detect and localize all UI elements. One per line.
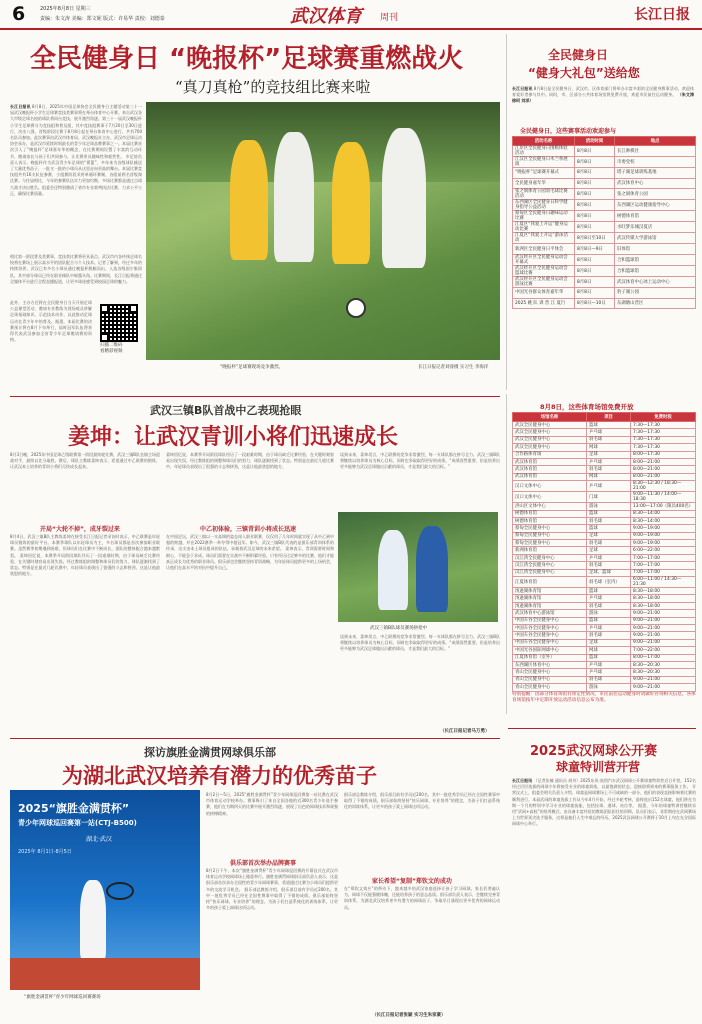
table-cell: 全民健身嘉年华 (513, 178, 575, 189)
table-cell: 7:30—17:30 (631, 444, 696, 451)
banner-dates: 2025年 8月1日-8月5日 (18, 849, 72, 855)
table-cell: 青山全民健身中心 (513, 669, 587, 676)
table-cell: 汉江湾全民健身中心 (513, 562, 587, 569)
table-cell: 足球 (587, 532, 631, 539)
second-subhead-2: 中乙初体验，三镇青训小将成长迅速 (200, 526, 297, 533)
table-cell: 青山全民健身中心 (513, 676, 587, 683)
table-cell: 市委党校 (615, 157, 696, 168)
table-header: 场馆名称 (513, 413, 587, 422)
fourth-subheadline: 球童特训营开营 (556, 760, 641, 774)
second-para-2: 姜坤回忆说，本赛季开局阶段球队经历了一段艰难时期，由于球员缺乏比赛经验，在关键时刻容易出现失误。经过教练组的调整和球员们的努力，球队逐渐找到了状态。特别是在最近几轮比赛中，年轻球员表现出了很强的斗志和拼劲，这是让他最欣慰的地方。 (10, 552, 160, 577)
table-cell: 水旺梦乐城汉夏店 (615, 222, 696, 233)
table-row (513, 676, 696, 683)
third-subhead-1: 俱乐部首次举办品牌赛事 (230, 860, 297, 867)
table-cell: 武汉体育中心游泳馆 (513, 610, 587, 617)
table-row (513, 588, 696, 595)
qr-corner (129, 304, 138, 313)
table-cell: 张之洞体育公园羽毛球比赛活动 (513, 189, 575, 200)
player-blue-jersey (416, 526, 448, 612)
table-cell: 武汉体育中心冰上运动中心 (615, 277, 696, 288)
table-row (513, 669, 696, 676)
section-divider (10, 396, 500, 397)
table-cell: 武汉经开区全民健身运动会篮球比赛 (513, 266, 575, 277)
fourth-para-3: 据悉，今年的球童特训营继续采用“武网+高校”的培养模式，由具备丰富经验的教练团队担任培训师。队员们表示，非常期待在武网赛场上为世界顶尖选手服务，这将是他们人生中难忘的经历。2025武汉网球公开赛将于10月上旬在光谷国际网球中心举行。 (512, 802, 696, 827)
table-row (513, 288, 696, 299)
qr-caption: 扫描二维码 看精彩视频 (100, 343, 123, 354)
table-cell: 中国光谷国际网球中心 (513, 647, 587, 654)
table-cell: 合和篮球馆 (615, 255, 696, 266)
table-cell: 树德体育馆 (615, 211, 696, 222)
table-cell: 8月8日至10日 (575, 233, 615, 244)
player-white-jersey (382, 128, 426, 268)
table-cell: 网球 (587, 647, 631, 654)
table-cell: 8月8日—10日 (575, 298, 615, 309)
table-cell: 9:00—19:00 (631, 540, 696, 547)
table-header: 免费时段 (631, 413, 696, 422)
table-cell: 树德体育馆 (513, 517, 587, 524)
lead-body-text-3: 相比第一阶段普及类赛事，竞技类比赛将更具看点。武汉市内各传统足球名校将在赛场上展示高水平的团队配合与个人技术。记者了解到，经过多年的持续培养，武汉已有多名小球员通过晚报杯脱颖而出，入选各级国少集训队，其中部分球员已经在职业梯队中崭露头角。比赛期间，长江日报将通过全媒体平台进行全程直播报道，让更多球迷感受到校园足球的魅力。 (10, 254, 142, 284)
table-cell: 9:00—21:00 (631, 624, 696, 631)
table-row (513, 255, 696, 266)
third-para-1: 8月2日—5日，2025“旗胜金满贯杯”青少年网球巡回赛第一站比赛在武汉市体育运动学校举办。赛事吸引了来自全国各地的近300名青少年选手参赛，他们在为期四天的比赛中展开激烈角逐，展现了出色的网球技术和顽强的拼搏精神。 (206, 792, 338, 816)
qr-corner (100, 304, 109, 313)
table-row (513, 577, 696, 588)
table-cell: 7:30—17:30 (631, 422, 696, 429)
lead-photo-caption: “晚报杯”足球赛现场竞争激烈。 (220, 365, 284, 370)
table-row (513, 492, 696, 503)
table-cell: 8:00—17:30 (631, 451, 696, 458)
table-cell: 蔡甸全民健身中心 (513, 525, 587, 532)
table-cell: 江夏体育馆（室外） (513, 654, 587, 661)
table-row (513, 458, 696, 465)
table-cell: 江岸区全民健身日围棋体验活动 (513, 146, 575, 157)
second-para-3: 在中国足坛，武汉三镇以一支高调的姿态闯入职业联赛，仅仅用了几年时间就实现了从中乙到中超的跨越，并在2022赛季一举夺得中超冠军。如今，武汉三镇B队代表的是俱乐部青训体系的传承，这支由本土球员组成的队伍，承载着武汉足球的未来希望。 (166, 534, 334, 552)
table-cell: 篮球 (587, 422, 631, 429)
sidebar-body (512, 86, 694, 122)
table-cell: 汤逊湖体育馆 (513, 602, 587, 609)
table-cell: 豹子湖公园 (615, 288, 696, 299)
table-row (513, 503, 696, 510)
paper-logo: 长江日报 (634, 7, 690, 23)
table-cell: 8月8日 (575, 211, 615, 222)
table-cell: 足球、篮球 (587, 569, 631, 576)
table-row (513, 595, 696, 602)
fourth-headline: 2025武汉网球公开赛 (530, 744, 658, 759)
table-cell: 篮球 (587, 617, 631, 624)
fourth-byline: 长江日报讯 (512, 778, 533, 783)
table-cell: 羽毛球 (587, 632, 631, 639)
activities-table-title: 全民健身日，这些赛事活动欢迎参与 (520, 128, 617, 135)
third-credit: （长江日报记者张颖 实习生朱家豪） (372, 1013, 446, 1018)
table-cell: 9:00—21:00 (631, 610, 696, 617)
sidebar-byline: 长江日报讯 (512, 86, 533, 91)
table-cell: 8:30—18:00 (631, 588, 696, 595)
table-cell: 中国车谷全民健身中心 (513, 639, 587, 646)
table-row (513, 451, 696, 458)
table-cell: 9:00—21:00 (631, 632, 696, 639)
player-white-jersey (274, 132, 314, 262)
lead-body-col1-bottom (10, 300, 92, 364)
table-cell: 武汉体育馆 (513, 466, 587, 473)
table-row (513, 473, 696, 480)
table-cell: 乒乓球 (587, 661, 631, 668)
table-cell: 武汉经开区全民健身运动会开幕式 (513, 255, 575, 266)
table-cell: 游泳 (587, 684, 631, 691)
table-row (513, 266, 696, 277)
table-cell: 8月8日 (575, 266, 615, 277)
table-cell: 9:00—21:00 (631, 676, 696, 683)
table-row (513, 298, 696, 309)
table-row (513, 200, 696, 211)
table-row (513, 444, 696, 451)
table-header: 活动名称 (513, 137, 575, 146)
table-cell: 武汉体育中心 (615, 178, 696, 189)
table-cell: 乒乓球 (587, 595, 631, 602)
table-cell: 张之洞体育公园 (615, 189, 696, 200)
table-cell: 足球 (587, 451, 631, 458)
second-lead: 8月3日晚，2025年中国足球乙级联赛第一阶段最终轮比赛，武汉三镇B队坐镇主场迎战对手，最终以比分取胜。赛后，球队主教练姜坤表示，希望通过中乙联赛的锻炼，让武汉本土培养的青训小将们尽快成长起来。 (10, 452, 160, 470)
lead-photo-credit: 长江日报记者刘睿摄 实习生 李海洋 (418, 365, 489, 370)
table-cell: 乒乓球 (587, 481, 631, 492)
table-cell: 汉江湾全民健身中心 (513, 569, 587, 576)
fourth-body (512, 778, 696, 1018)
table-row (513, 602, 696, 609)
lead-body-text: 8月8日，2025年中国足球协会全民健身日主题活动第三十一届武汉晚报杯小学生足球赛竞技类赛事将在琴台体育中心开赛。来自武汉各大市级足球名校的球队将同台竞技，展开激烈角逐。第三十一届武汉晚报杯小学生足球赛分为竞技组和普及组，其中竞技组赛事于7月20日至30日进行，决出八强，晋级阶段比赛于8月8日起在琴台体育中心进行，共有700名队员参加。此次赛事由武汉市体育局、武汉晚报社主办，武汉市足球运动协会承办，是武汉市延续时间最长的青少年足球品牌赛事之一。本届比赛首次引入了“晚报杯”足球嘉年华的概念，在比赛期间设置了丰富的互动环节，邀请家长与孩子们共同参与，让比赛更具趣味性和观赏性。 (10, 104, 142, 159)
table-row (513, 684, 696, 691)
column-divider (506, 34, 507, 390)
table-row (513, 277, 696, 288)
table-cell: 旧体馆 (615, 244, 696, 255)
editor-line: 责编：朱文涛 美编：郑文妮 版式：许易华 责校：刘德泰 (40, 16, 165, 22)
page-number: 6 (12, 3, 26, 25)
table-cell: 8月8日 (575, 157, 615, 168)
table-row (513, 222, 696, 233)
table-cell: 江汉区全民健身日木兰拳展演 (513, 157, 575, 168)
table-cell: 羽毛球 (587, 676, 631, 683)
table-cell: 6:00—22:00 (631, 547, 696, 554)
table-cell: 8月8日 (575, 222, 615, 233)
table-cell: 网球 (587, 444, 631, 451)
second-kicker: 武汉三镇B队首战中乙表现抢眼 (150, 404, 302, 417)
tennis-player (80, 880, 106, 960)
table-cell: 8月8日 (575, 255, 615, 266)
table-row (513, 146, 696, 157)
table-cell: 蔡甸区全民健身日趣味运动比赛 (513, 211, 575, 222)
table-cell: 青山全民健身中心 (513, 684, 587, 691)
table-cell: 9:00—21:00 (631, 684, 696, 691)
banner-place: 湖北·武汉 (86, 836, 112, 843)
player-white-jersey (378, 530, 408, 610)
table-row (513, 157, 696, 168)
table-cell: 武汉体育馆 (513, 473, 587, 480)
second-col1 (10, 534, 160, 734)
table-cell: 8月8日 (575, 189, 615, 200)
table-cell: 羽毛球 (587, 540, 631, 547)
table-cell: 江夏区“我爱上开运”游泳活动 (513, 233, 575, 244)
second-para-4: 姜坤表示，青训需要时间和耐心，不能急于求成。球员们需要在实战中不断积累经验，只有经历过足够多的比赛，他们才能真正成长为优秀的职业球员。俱乐部也会继续坚持青训战略，为年轻球员提供更多的上场机会，让他们在高水平的对抗中提升自己。 (166, 546, 334, 571)
table-cell: 乒乓球 (587, 554, 631, 561)
third-photo (10, 790, 200, 990)
table-row (513, 211, 696, 222)
table-cell: 9:00—21:00 (631, 617, 696, 624)
table-cell: 13:00—17:00（限员400名） (631, 503, 696, 510)
table-cell: 9:00—21:00 (631, 639, 696, 646)
table-cell: 江夏体育馆 (513, 577, 587, 588)
table-cell: 8:30—14:00 (631, 517, 696, 524)
table-header: 活动时间 (575, 137, 615, 146)
column-divider (506, 394, 507, 714)
table-row (513, 189, 696, 200)
issue-date: 2025年8月8日 星期三 (40, 6, 91, 12)
sidebar-body-text: 8月8日是全民健身日，武汉市、区体育部门将举办丰富多彩的全民健身赛事活动，欢迎体育爱好者参与其中。同时，市、区部分公共体育场馆将免费开放，欢迎市民前往运动健身。 (512, 86, 694, 98)
venue-table-title: 8月8日，这些体育场馆免费开放 (540, 403, 634, 411)
table-cell: 7:00—22:00 (631, 647, 696, 654)
table-cell: 8月8日 (575, 288, 615, 299)
table-row (513, 632, 696, 639)
table-cell: 武汉经开区全民健身运动会游泳比赛 (513, 277, 575, 288)
table-cell: 蔡甸全民健身中心 (513, 540, 587, 547)
table-cell: 汉口文体中心 (513, 481, 587, 492)
lead-photo (146, 102, 500, 360)
second-col3-bottom: 谈到未来，姜坤坦言，中乙联赛的竞争非常激烈，每一支球队都在拼尽全力。武汉三镇B队将继续以培养球员为核心目标，同时也争取取得更好的成绩。“成绩固然重要，但是培养出更多能够为武汉足球做出贡献的球员，才是我们最大的目标。” (340, 634, 500, 652)
third-headline: 为湖北武汉培养有潜力的优秀苗子 (62, 764, 377, 788)
second-col2 (166, 534, 334, 734)
page-header (0, 0, 702, 30)
table-cell: 8:00—21:00 (631, 466, 696, 473)
table-cell: 乒乓球 (587, 429, 631, 436)
photo-background (146, 102, 500, 182)
table-row (513, 525, 696, 532)
table-cell: 合作路体育场 (513, 451, 587, 458)
table-cell: 8:30—20:30 (631, 669, 696, 676)
table-cell: 汉口文体中心 (513, 492, 587, 503)
video-qr-code[interactable] (100, 304, 138, 342)
table-cell: 中国车谷全民健身中心 (513, 617, 587, 624)
table-row (513, 647, 696, 654)
table-row (513, 532, 696, 539)
table-cell: 2025 姚 队 训 营 江 夏行 (513, 298, 575, 309)
table-cell: 汤逊湖体育馆 (513, 595, 587, 602)
table-row (513, 654, 696, 661)
table-cell: 合和篮球馆 (615, 266, 696, 277)
table-row (513, 429, 696, 436)
table-cell: 足球 (587, 639, 631, 646)
tennis-court (10, 958, 200, 990)
section-logo: 武汉体育 (290, 6, 362, 27)
table-cell: 蔡甸全民健身中心 (513, 532, 587, 539)
table-row (513, 168, 696, 179)
table-cell: 8月8日 (575, 168, 615, 179)
table-cell: 乒乓球 (587, 458, 631, 465)
table-cell: 7:00—17:00 (631, 562, 696, 569)
banner-subtitle: 青少年网球巡回赛第一站(CTJ-B500) (18, 819, 137, 827)
table-cell: 7:00—17:00 (631, 554, 696, 561)
second-col2-top: 姜坤回忆说，本赛季开局阶段球队经历了一段艰难时期，由于球员缺乏比赛经验，在关键时刻容易出现失误。经过教练组的调整和球员们的努力，球队逐渐找到了状态。特别是在最近几轮比赛中，年轻球员表现出了很强的斗志和拼劲，这是让他最欣慰的地方。 (166, 452, 334, 470)
table-cell: 8:30—18:00 (631, 602, 696, 609)
table-cell: 9:00—11:30 / 14:00—18:30 (631, 492, 696, 503)
third-subhead-2: 家长希望“复制”郑钦文的成功 (372, 878, 452, 885)
lead-body-text-2: 市足协负责人表示，晚报杯作为武汉青少年足球的“摇篮”，多年来为各级球队输送了大量优秀苗子，一批又一批的小球员从这里走向更高的舞台。本届比赛竞技组共有16支队伍参赛，小组赛阶段采用单循环赛制，各组前两名晋级淘汰赛。与往届相比，今年的参赛队伍实力更加均衡，多场比赛都是通过点球大战才决出胜负。组委会还特别邀请了省市专业裁判执法比赛，力求公平公正，确保比赛质量。 (10, 153, 142, 196)
table-cell: 8:30—18:00 (631, 595, 696, 602)
table-cell: 羽毛球 (587, 466, 631, 473)
table-cell: 中国车谷全民健身中心 (513, 632, 587, 639)
second-photo (338, 512, 498, 622)
table-cell: 武汉全民健身中心 (513, 429, 587, 436)
table-cell: 树德体育馆 (513, 510, 587, 517)
table-cell: 江夏区“我爱上开运”健身运动比赛 (513, 222, 575, 233)
venue-table (512, 412, 696, 692)
third-col2-top: 俱乐部总教练介绍，俱乐部目前有学员近200名，其中一批优秀学员已经在全国性赛事中取得了不错的成绩。俱乐部始终坚持“快乐网球、专业培养”的理念，为孩子们打造系统化的训练体系，让更多的孩子爱上网球这项运动。 (344, 792, 500, 810)
third-para-3: 俱乐部总教练介绍，俱乐部目前有学员近200名，其中一批优秀学员已经在全国性赛事中取得了不错的成绩。俱乐部始终坚持“快乐网球、专业培养”的理念，为孩子们打造系统化的训练体系，让更多的孩子爱上网球这项运动。 (206, 886, 338, 911)
table-row (513, 617, 696, 624)
table-cell: 8月8日 (575, 178, 615, 189)
table-cell: 8:00—17:00 (631, 654, 696, 661)
table-header: 地点 (615, 137, 696, 146)
table-cell: 羽毛球 (587, 436, 631, 443)
third-col2: 在“郑钦文效应”的带动下，越来越多的武汉家庭选择让孩子学习网球。家长们普遍认为，网球不仅能强健体魄，还能培养孩子的意志品质。俱乐部负责人表示，会继续完善青训体系，为湖北武汉培养更多有潜力的网球苗子，争取早日涌现出更多优秀的网球运动员。 (344, 886, 500, 910)
third-col1-lower (206, 868, 338, 1018)
table-cell: 汉江湾全民健身中心 (513, 554, 587, 561)
table-cell: 东西湖区体育中心 (513, 661, 587, 668)
table-row (513, 178, 696, 189)
table-cell: 8:00—21:00 (631, 458, 696, 465)
table-cell: 篮球 (587, 654, 631, 661)
table-cell: 游泳 (587, 503, 631, 510)
football (346, 298, 366, 318)
banner-title: 2025“旗胜金满贯杯” (18, 802, 130, 815)
sidebar-subtitle: “健身大礼包”送给您 (528, 66, 640, 80)
table-row (513, 244, 696, 255)
table-cell: 东西湖区运动健康指导中心 (615, 200, 696, 211)
lead-subheadline: “真刀真枪”的竞技组比赛来啦 (175, 78, 371, 96)
table-cell: 篮球 (587, 588, 631, 595)
lead-byline: 长江日报讯 (10, 104, 31, 109)
table-cell: 9:00—19:00 (631, 532, 696, 539)
table-cell: 东西湖区全民健身日科学健身指导公益活动 (513, 200, 575, 211)
table-cell: 乒乓球 (587, 624, 631, 631)
table-row (513, 624, 696, 631)
table-cell: 篮球 (587, 525, 631, 532)
table-row (513, 639, 696, 646)
table-row (513, 554, 696, 561)
player-yellow-jersey (230, 140, 268, 260)
third-kicker: 探访旗胜金满贯网球俱乐部 (144, 746, 276, 759)
third-photo-caption: “旗胜金满贯杯”青少年网球巡回赛赛场 (24, 995, 101, 1000)
table-cell: 游泳 (587, 610, 631, 617)
player-yellow-jersey (332, 142, 370, 264)
table-cell: 8:30—12:30 / 18:30—21:00 (631, 481, 696, 492)
table-row (513, 661, 696, 668)
table-row (513, 547, 696, 554)
table-row (513, 422, 696, 429)
table-cell: 新洲区全民健身日平体会 (513, 244, 575, 255)
sidebar-author: （朱文涛 徐珂 刘洋） (512, 92, 694, 104)
table-cell: 8月8日 (575, 277, 615, 288)
second-photo-caption: 武汉三镇B队球员赛场拼抢中 (370, 626, 428, 631)
table-cell: 新洲体育馆 (513, 547, 587, 554)
second-subhead-1: 开局“大轮不掉”，成牙裂过来 (40, 526, 120, 533)
second-col3-top: 谈到未来，姜坤坦言，中乙联赛的竞争非常激烈，每一支球队都在拼尽全力。武汉三镇B队将继续以培养球员为核心目标，同时也争取取得更好的成绩。“成绩固然重要，但是培养出更多能够为武汉足球做出贡献的球员，才是我们最大的目标。” (340, 452, 500, 470)
second-credit: （长江日报记者马万勇） (440, 729, 490, 734)
table-cell: 足球 (587, 547, 631, 554)
section-divider (10, 738, 500, 739)
table-cell: 羽毛球（室内） (587, 577, 631, 588)
table-row (513, 610, 696, 617)
table-cell: 8:30—14:00 (631, 510, 696, 517)
table-row (513, 466, 696, 473)
table-cell: 东湖塘山营区 (615, 298, 696, 309)
table-cell: “晚报杯”足球赛开幕式 (513, 168, 575, 179)
table-row (513, 481, 696, 492)
third-para-2: 8月2日下午，本次“旗胜金满贯杯”青少年网球巡回赛的开幕仪式在武汉市体育运动学校网球场上隆重举行。旗胜金满贯网球俱乐部负责人表示，这是俱乐部首次承办全国性的青少年网球赛事，希望通过比赛为小球员们提供更多的交流学习机会。 (206, 868, 338, 892)
table-cell: 塔子湖足球训练基地 (615, 168, 696, 179)
table-row (513, 540, 696, 547)
table-cell: 篮球 (587, 510, 631, 517)
second-headline: 姜坤：让武汉青训小将们迅速成长 (68, 425, 399, 450)
table-cell: 7:30—17:30 (631, 436, 696, 443)
table-cell: 羽毛球 (587, 562, 631, 569)
table-row (513, 510, 696, 517)
table-cell: 武汉全民健身中心 (513, 422, 587, 429)
lead-body-text-4: 此外，主办方还将在全民健身日当天开展足球公益课堂活动，邀请专业教练为现场观众讲解足球基础知识、示范技术动作，以此推动足球运动在青少年中的普及。据悉，本届比赛的决赛预计将在8月下旬举行，届时冠军队伍将获得代表武汉参加全省青少年足球邀请赛的资格。 (10, 300, 92, 343)
fourth-para-1: （记者张楠 通讯员 胡舟）2025东风·岚图汽车武汉网球公开赛球童特训营近日开营，152名经过层层选拔的网球少年将接受专业的球童训练，以最饱满的状态，迎接即将到来的赛事服务工作。 (512, 778, 696, 790)
table-cell: 武汉体育馆 (513, 458, 587, 465)
table-cell: 武汉全民健身中心 (513, 444, 587, 451)
table-header: 项目 (587, 413, 631, 422)
table-cell: 门球 (587, 492, 631, 503)
table-row (513, 233, 696, 244)
table-cell: 羽毛球 (587, 517, 631, 524)
table-cell: 中国车谷全民健身中心 (513, 624, 587, 631)
table-cell: 汤逊湖体育馆 (513, 588, 587, 595)
table-cell: 8月8日—9日 (575, 244, 615, 255)
table-row (513, 436, 696, 443)
table-cell: 7:30—17:30 (631, 429, 696, 436)
table-cell: 8:30—20:30 (631, 661, 696, 668)
table-cell: 乒乓球 (587, 669, 631, 676)
second-para-1: 8月4日，武汉三镇B队主教练姜坤在接受长江日报记者采访时表示，中乙联赛是年轻球员锻炼的最好平台。本赛季球队以年轻球员为主，多名球员都是首次参加职业联赛。虽然赛季初期遇到困难，但球员们在比赛中不断成长，团队的整体配合越来越默契。 (10, 534, 160, 558)
table-cell: 长江帅棋社 (615, 146, 696, 157)
section-suffix: 周刊 (380, 13, 399, 23)
table-row (513, 569, 696, 576)
table-cell: 洪山区文体中心 (513, 503, 587, 510)
table-cell: 6:00—11:00 / 14:30—21:30 (631, 577, 696, 588)
tennis-racket (106, 882, 134, 900)
sidebar-title: 全民健身日 (548, 48, 609, 62)
table-cell: 8月8日 (575, 200, 615, 211)
table-cell: 8:00—21:00 (631, 473, 696, 480)
table-cell: 武汉全民健身中心 (513, 436, 587, 443)
table-cell: 武汉传媒大学游泳馆 (615, 233, 696, 244)
table-cell: 中国光谷群众体育嘉年华 (513, 288, 575, 299)
table-cell: 网球 (587, 473, 631, 480)
table-cell: 9:00—19:00 (631, 525, 696, 532)
venue-note: 特别提醒：因部分体育场馆有预定性情况，市民前往运动健身时请做好咨询相关信息，各体育场馆按年中定期开放运动活动信息公布为准。 (512, 692, 696, 703)
fourth-para-2: 开营仪式上，组委会相关负责人介绍，球童是网球赛场上不可或缺的一部分，他们的表现直接影响着比赛的顺利进行。本届武网的球童选拔工作从今年4月开始，经过多轮考核，最终选出152名球童。他们将在为期一个月的特训中学习专业的球童技能，包括捡球、递球、站位等。 (512, 784, 696, 808)
table-row (513, 517, 696, 524)
table-cell: 7:00—17:00 (631, 569, 696, 576)
table-cell: 羽毛球 (587, 602, 631, 609)
qr-corner (100, 333, 109, 342)
section-divider (508, 728, 696, 729)
lead-headline: 全民健身日 “晚报杯”足球赛重燃战火 (30, 44, 464, 74)
activities-table (512, 136, 696, 309)
table-row (513, 562, 696, 569)
table-cell: 8月8日 (575, 146, 615, 157)
